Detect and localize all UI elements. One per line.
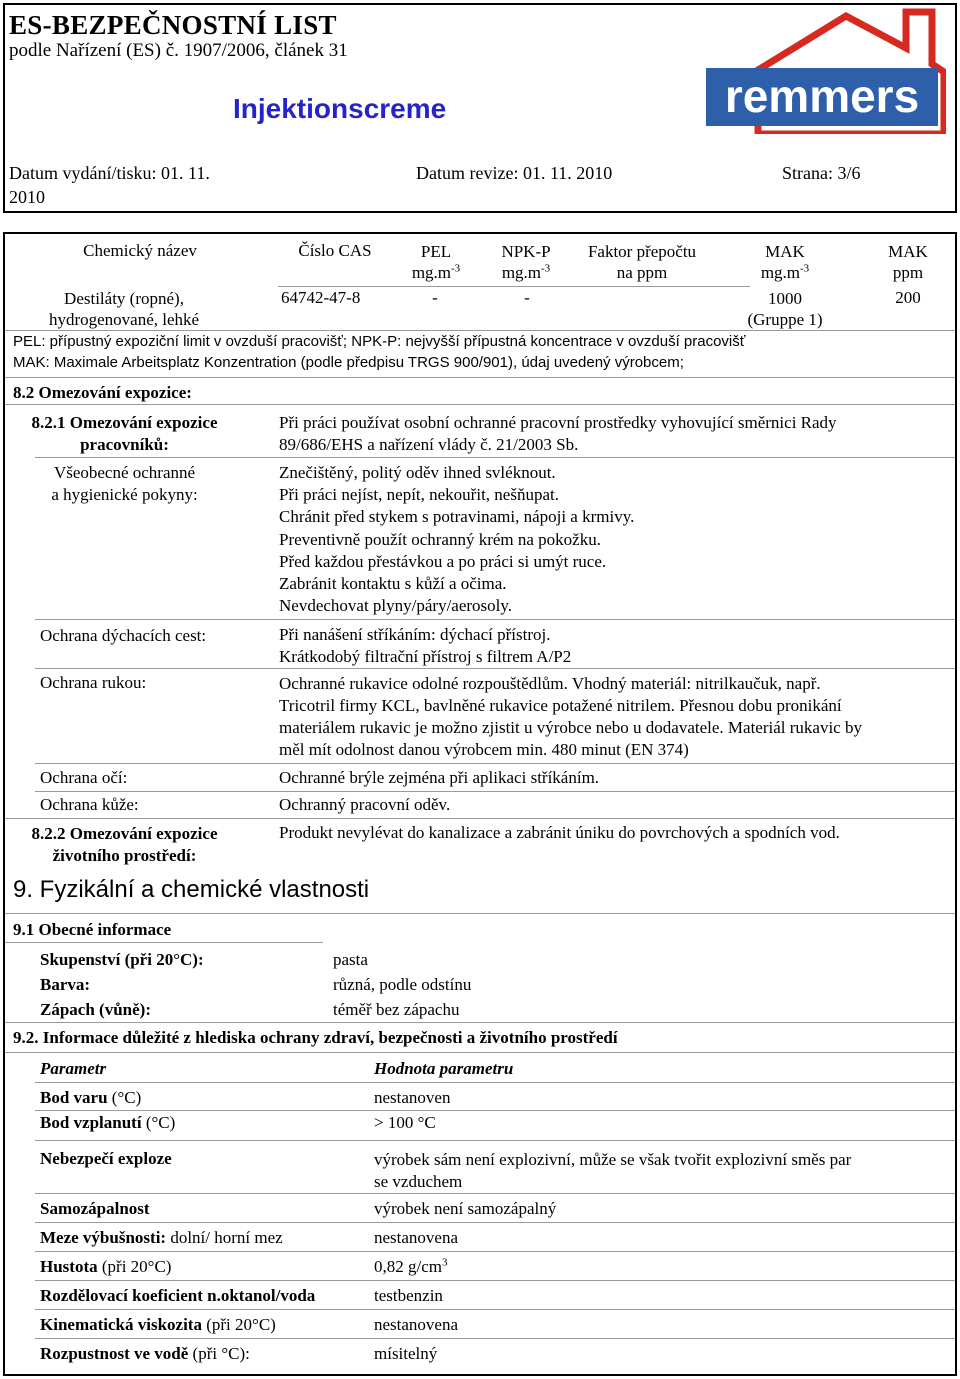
- param-self-ignition: Samozápalnost: [40, 1199, 150, 1218]
- param-boiling-point: Bod varu (°C): [40, 1088, 142, 1107]
- col-header-mak: MAK $mg.m^{-3}$: [760, 242, 810, 282]
- divider: [5, 942, 323, 943]
- divider: [35, 1280, 955, 1281]
- cell-pel: -: [432, 288, 438, 307]
- divider: [35, 1309, 955, 1310]
- value-density: 0,82 $g/cm^3$: [374, 1256, 448, 1276]
- divider: [35, 791, 955, 792]
- eyes-text: Ochranné brýle zejména při aplikaci stříkáním.: [279, 768, 600, 787]
- value-water-solubility: mísitelný: [374, 1344, 438, 1363]
- param-flash-point: Bod vzplanutí (°C): [40, 1113, 176, 1132]
- state-value: pasta: [333, 950, 368, 969]
- exposure-heading: 8.2 Omezování expozice:: [13, 383, 192, 402]
- respiratory-text: Při nanášení stříkáním: dýchací přístroj. Krátkodobý filtrační přístroj s filtrem A/P2: [279, 625, 572, 666]
- state-label: Skupenství (při 20°C):: [40, 950, 204, 969]
- table-note-pel: PEL: přípustný expoziční limit v ovzduší pracovišť; NPK-P: nejvyšší přípustná koncentrace v ovzduší pracovišť: [13, 333, 746, 350]
- divider: [5, 1052, 955, 1053]
- divider: [5, 404, 955, 405]
- hygiene-label: Všeobecné ochranné a hygienické pokyny:: [51, 463, 198, 504]
- divider: [35, 619, 955, 620]
- param-water-solubility: Rozpustnost ve vodě (při °C):: [40, 1344, 250, 1363]
- param-density: Hustota (při 20°C): [40, 1257, 172, 1276]
- color-label: Barva:: [40, 975, 91, 994]
- divider: [35, 1251, 955, 1252]
- odor-label: Zápach (vůně):: [40, 1000, 151, 1019]
- cell-chemical-name: Destiláty (ropné), hydrogenované, lehké: [48, 289, 200, 329]
- logo-text: remmers: [724, 70, 920, 122]
- col-header-chemical-name: Chemický název: [83, 241, 197, 260]
- respiratory-label: Ochrana dýchacích cest:: [40, 626, 207, 645]
- parameter-header: Parametr: [40, 1059, 107, 1078]
- value-partition-coefficient: testbenzin: [374, 1286, 443, 1305]
- divider: [35, 1222, 955, 1223]
- col-header-factor: Faktor přepočtu na ppm: [587, 242, 697, 282]
- value-boiling-point: nestanoven: [374, 1088, 451, 1107]
- eyes-label: Ochrana očí:: [40, 768, 128, 787]
- table-note-mak: MAK: Maximale Arbeitsplatz Konzentration (podle předpisu TRGS 900/901), údaj uvedený výrobcem;: [13, 354, 684, 371]
- skin-text: Ochranný pracovní oděv.: [279, 795, 451, 814]
- divider: [35, 1140, 955, 1141]
- col-header-mak-ppm: MAK ppm: [888, 242, 928, 282]
- product-name: Injektionscreme: [233, 93, 447, 124]
- col-header-npk: NPK-P $mg.m^{-3}$: [501, 242, 551, 282]
- param-explosion-hazard: Nebezpečí exploze: [40, 1149, 172, 1168]
- param-partition-coefficient: Rozdělovací koeficient n.oktanol/voda: [40, 1286, 316, 1305]
- param-viscosity: Kinematická viskozita (při 20°C): [40, 1315, 276, 1334]
- hands-label: Ochrana rukou:: [40, 673, 147, 692]
- cell-mak-ppm: 200: [895, 288, 921, 307]
- workers-label: 8.2.1 Omezování expozice pracovníků:: [31, 413, 218, 454]
- divider: [5, 913, 955, 914]
- environment-label: 8.2.2 Omezování expozice životního prostředí:: [31, 824, 218, 865]
- divider: [35, 457, 955, 458]
- divider: [35, 1193, 955, 1194]
- col-header-cas: Číslo CAS: [298, 241, 372, 260]
- divider: [5, 818, 955, 819]
- cell-mak: 1000 (Gruppe 1): [747, 289, 823, 329]
- remmers-logo: [696, 6, 946, 134]
- cell-cas: 64742-47-8: [281, 288, 361, 307]
- value-self-ignition: výrobek není samozápalný: [374, 1199, 557, 1218]
- issue-date: Datum vydání/tisku: 01. 11. 2010: [9, 163, 210, 207]
- divider: [35, 668, 955, 669]
- cell-npk: -: [524, 288, 530, 307]
- value-explosion-hazard: výrobek sám není explozivní, může se však tvořit explozivní směs par se vzduchem: [374, 1150, 852, 1191]
- divider: [35, 1082, 955, 1083]
- value-header: Hodnota parametru: [374, 1059, 514, 1078]
- environment-text: Produkt nevylévat do kanalizace a zabránit úniku do povrchových a spodních vod.: [279, 823, 840, 842]
- color-value: různá, podle odstínu: [333, 975, 472, 994]
- param-explosion-limits: Meze výbušnosti: dolní/ horní mez: [40, 1228, 283, 1247]
- col-header-pel: PEL $mg.m^{-3}$: [411, 242, 461, 282]
- document-title: ES-BEZPEČNOSTNÍ LIST: [9, 10, 337, 40]
- hands-text: Ochranné rukavice odolné rozpouštědlům. Vhodný materiál: nitrilkaučuk, např. Tricotril firmy KCL, bavlněné rukavice potažené nitrilem. Přesnou dobu pronikání materiálem rukavic je možno zjistit u výrobce nebo u dodavatele. Materiál rukavic by měl mít odolnost danou výrobcem min. 480 minut (EN 374): [279, 674, 862, 759]
- divider: [5, 1022, 955, 1023]
- value-flash-point: > 100 °C: [374, 1113, 436, 1132]
- notes-divider: [5, 377, 955, 378]
- section-9-title: 9. Fyzikální a chemické vlastnosti: [13, 876, 370, 903]
- workers-text: Při práci používat osobní ochranné pracovní prostředky vyhovující směrnici Rady 89/686/EHS a nařízení vlády č. 21/2003 Sb.: [279, 413, 837, 454]
- regulation-reference: podle Nařízení (ES) č. 1907/2006, článek 31: [9, 40, 348, 61]
- divider: [35, 1110, 955, 1111]
- value-explosion-limits: nestanovena: [374, 1228, 459, 1247]
- header-divider: [278, 286, 750, 287]
- divider: [35, 763, 955, 764]
- important-info-heading: 9.2. Informace důležité z hlediska ochrany zdraví, bezpečnosti a životního prostředí: [13, 1028, 618, 1047]
- page-number: Strana: 3/6: [782, 163, 861, 183]
- hygiene-text: Znečištěný, politý oděv ihned svléknout. Při práci nejíst, nepít, nekouřit, nešňupat. Chránit před stykem s potravinami, nápoji a krmivy. Preventivně použít ochranný krém na pokožku. Před každou přestávkou a po práci si umýt ruce. Zabránit kontaktu s kůží a očima. Nevdechovat plyny/páry/aerosoly.: [279, 463, 635, 616]
- revision-date: Datum revize: 01. 11. 2010: [416, 163, 613, 183]
- value-viscosity: nestanovena: [374, 1315, 459, 1334]
- odor-value: téměř bez zápachu: [333, 1000, 460, 1019]
- general-info-heading: 9.1 Obecné informace: [13, 920, 172, 939]
- row-divider: [5, 330, 955, 331]
- divider: [35, 1338, 955, 1339]
- skin-label: Ochrana kůže:: [40, 795, 139, 814]
